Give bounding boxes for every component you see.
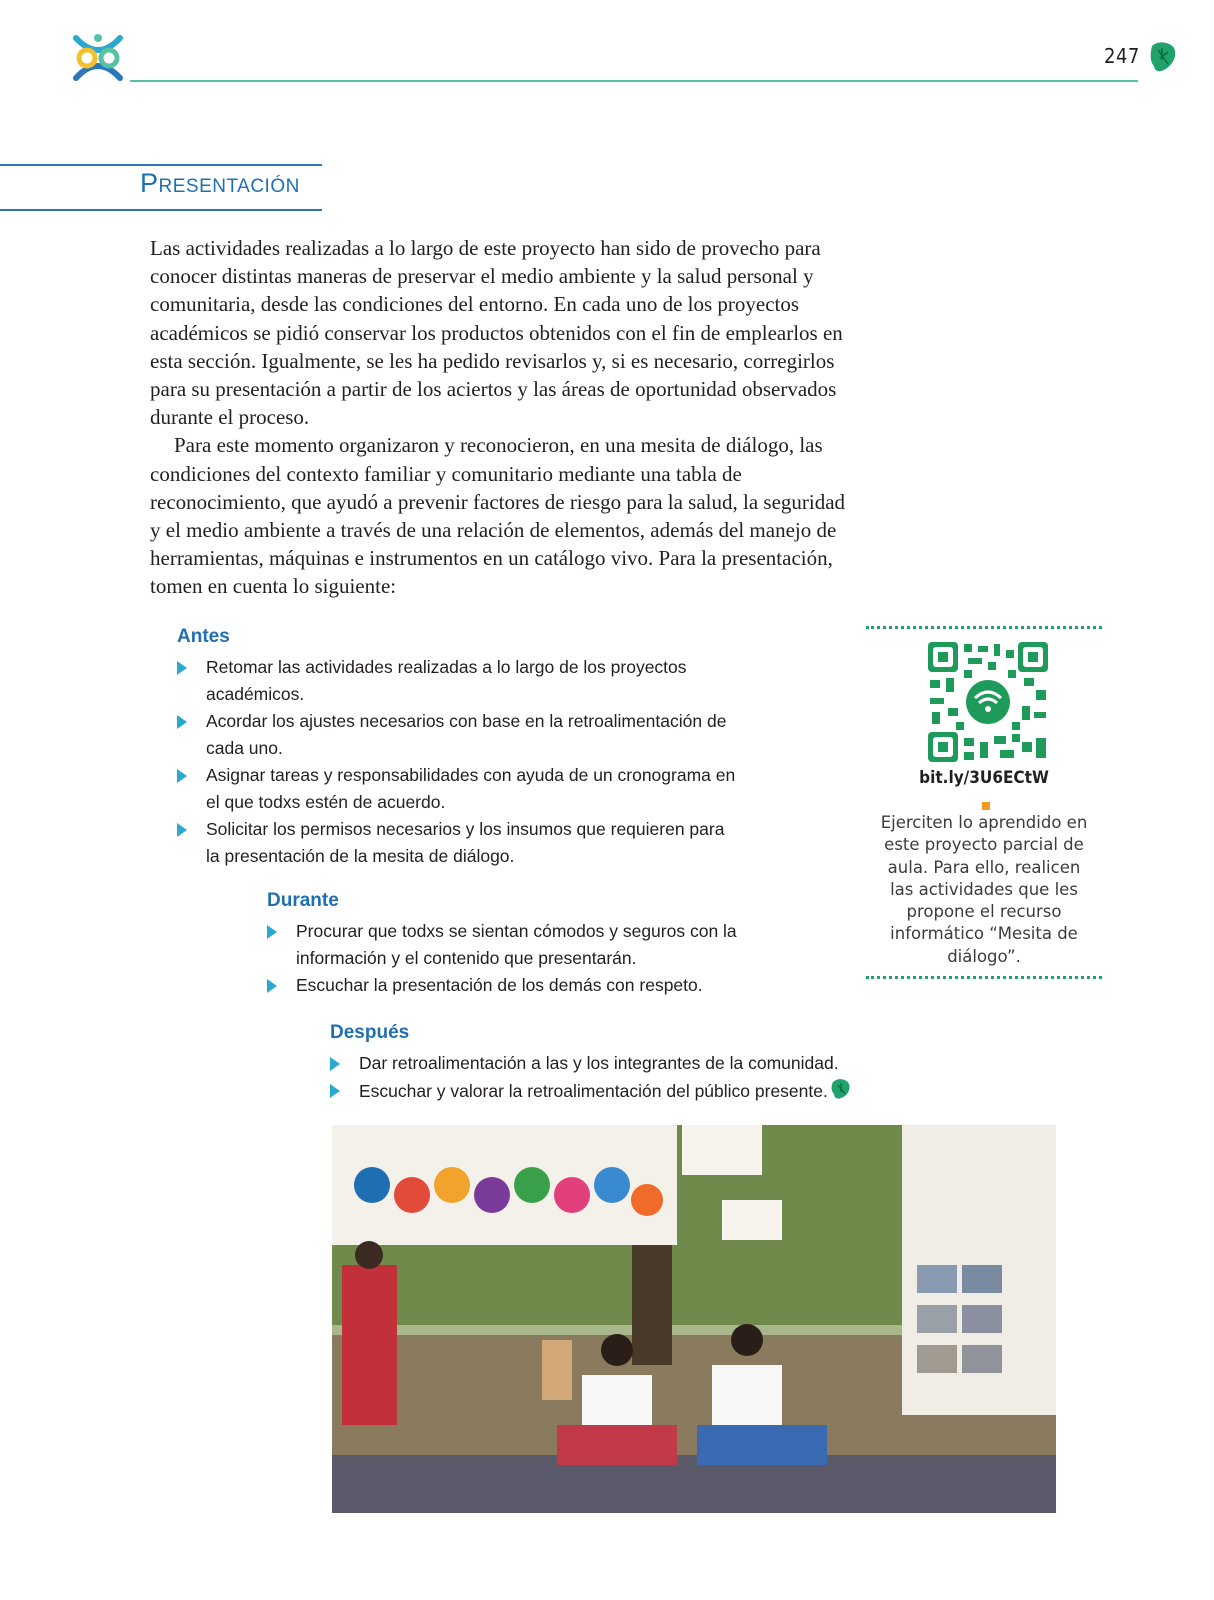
list-item [330,1077,870,1105]
side-box-text: Ejerciten lo aprendido en este proyecto parcial de aula. Para ello, realicen las actividades que les propone el recurso informático “Mesita de diálogo”. [880,813,1088,966]
title-rule-top [0,164,322,166]
end-leaf-icon [830,1077,852,1101]
list-item-text: Asignar tareas y responsabilidades con ayuda de un cronograma en el que todxs estén de acuerdo. [206,765,736,812]
durante-title: Durante [267,890,339,911]
bullet-arrow-icon [267,925,277,939]
bullet-arrow-icon [267,979,277,993]
page-number: 247 [1104,44,1140,68]
list-item-text: Solicitar los permisos necesarios y los insumos que requieren para la presentación de la mesita de diálogo. [206,819,725,866]
durante-list [267,918,767,999]
qr-code-icon[interactable] [928,642,1048,762]
resource-link[interactable]: bit.ly/3U6ECtW [919,768,1049,788]
side-box-bottom-border [866,976,1102,979]
list-item [177,708,737,762]
paragraph-1: Las actividades realizadas a lo largo de este proyecto han sido de provecho para conocer distintas maneras de preservar el medio ambiente y la salud personal y comunitaria, desde las condiciones del entorno. En cada uno de los proyectos académicos se pidió conservar los productos obtenidos con el fin de emplearlos en esta sección. Igualmente, se les ha pedido revisarlos y, si es necesario, corregirlos para su presentación a partir de los aciertos y las áreas de oportunidad observados durante el proceso. [150,236,843,430]
list-item-text: Procurar que todxs se sientan cómodos y seguros con la información y el contenido que presentarán. [296,921,737,968]
bullet-arrow-icon [330,1057,340,1071]
list-item [177,654,737,708]
bullet-arrow-icon [330,1084,340,1098]
bullet-arrow-icon [177,715,187,729]
green-leaf-icon [1148,40,1178,74]
bullet-arrow-icon [177,823,187,837]
antes-list [177,654,737,870]
header-rule [130,80,1138,82]
list-item [330,1050,870,1077]
event-photo [332,1125,1056,1513]
orange-marker [982,802,990,810]
bullet-arrow-icon [177,769,187,783]
despues-title: Después [330,1022,410,1043]
list-item-text: Dar retroalimentación a las y los integrantes de la comunidad. [359,1053,839,1073]
list-item [267,972,767,999]
event-photo-illustration [332,1125,1056,1513]
list-item [177,816,737,870]
body-text [150,234,850,601]
paragraph-2: Para este momento organizaron y reconocieron, en una mesita de diálogo, las condiciones del contexto familiar y comunitario mediante una tabla de reconocimiento, que ayudó a prevenir factores de riesgo para la salud, la seguridad y el medio ambiente a través de una relación de elementos, además del manejo de herramientas, máquinas e instrumentos en un catálogo vivo. Para la presentación, tomen en cuenta lo siguiente: [150,433,846,599]
list-item [267,918,767,972]
side-box-top-border [866,626,1102,629]
despues-list [330,1050,870,1105]
antes-title: Antes [177,626,230,647]
list-item-text: Retomar las actividades realizadas a lo largo de los proyectos académicos. [206,657,687,704]
list-item-text: Escuchar y valorar la retroalimentación del público presente. [359,1081,828,1101]
section-title: Presentación [140,168,300,198]
list-item-text: Escuchar la presentación de los demás con respeto. [296,975,703,995]
bullet-arrow-icon [177,661,187,675]
list-item [177,762,737,816]
program-logo-icon [70,32,126,84]
list-item-text: Acordar los ajustes necesarios con base en la retroalimentación de cada uno. [206,711,727,758]
title-rule-bottom [0,209,322,211]
